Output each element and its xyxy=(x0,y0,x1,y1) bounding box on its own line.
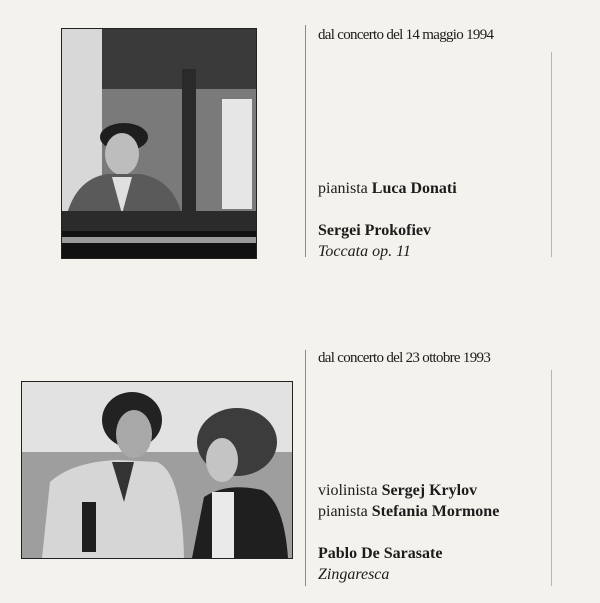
divider-line-1 xyxy=(305,25,306,257)
performer-line xyxy=(318,180,457,198)
performer-name: Sergej Krylov xyxy=(381,482,478,499)
performer-role: violinista xyxy=(318,482,378,499)
work-title: Toccata op. 11 xyxy=(318,243,411,260)
divider-line-2 xyxy=(305,350,306,586)
performer-name: Stefania Mormone xyxy=(371,503,500,520)
composer-name: Sergei Prokofiev xyxy=(318,222,432,239)
performer-role: pianista xyxy=(318,180,368,197)
performer-name: Luca Donati xyxy=(371,180,457,197)
concert-date-caption: dal concerto del 23 ottobre 1993 xyxy=(318,350,491,366)
concert-date-caption: dal concerto del 14 maggio 1994 xyxy=(318,27,494,43)
divider-line-2-right xyxy=(551,370,552,586)
work-title: Zingaresca xyxy=(318,566,390,583)
performer-line xyxy=(318,503,499,521)
divider-line-1-right xyxy=(551,52,552,257)
composer-name: Pablo De Sarasate xyxy=(318,545,443,562)
pianist-photo xyxy=(61,28,257,259)
duo-photo xyxy=(21,381,293,559)
performer-line xyxy=(318,482,477,500)
performer-role: pianista xyxy=(318,503,368,520)
